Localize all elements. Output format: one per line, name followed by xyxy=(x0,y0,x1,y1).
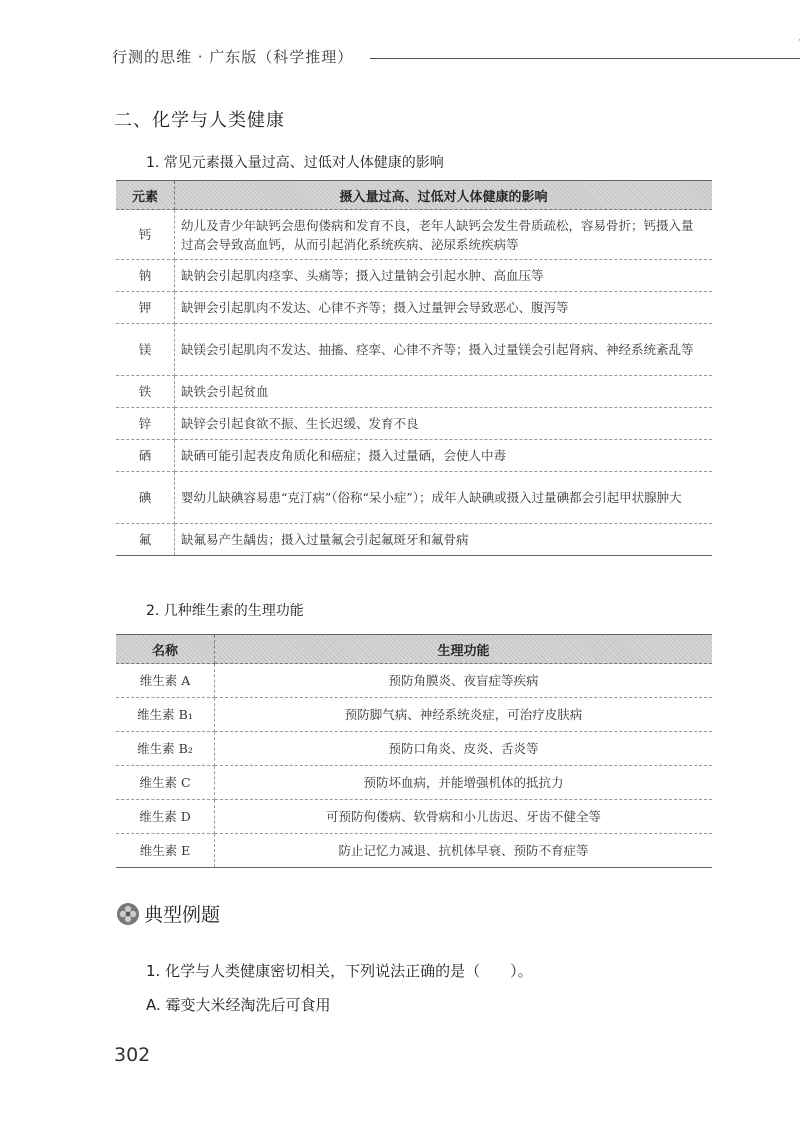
column-header: 元素 xyxy=(116,181,175,210)
vitamin-name-cell: 维生素 D xyxy=(116,800,215,834)
flower-badge-icon xyxy=(116,902,140,926)
question-text: 1. 化学与人类健康密切相关，下列说法正确的是（ ）。 xyxy=(146,962,533,980)
table-row xyxy=(116,472,712,524)
element-intake-table xyxy=(116,180,712,556)
element-cell: 氟 xyxy=(116,524,175,556)
function-cell: 可预防佝偻病、软骨病和小儿齿迟、牙齿不健全等 xyxy=(215,800,713,834)
column-header: 生理功能 xyxy=(215,635,713,664)
effect-cell: 缺锌会引起食欲不振、生长迟缓、发育不良 xyxy=(175,408,713,440)
effect-cell: 婴幼儿缺碘容易患“克汀病”（俗称“呆小症”）；成年人缺碘或摄入过量碘都会引起甲状腺肿大 xyxy=(175,472,713,524)
element-cell: 钾 xyxy=(116,292,175,324)
table-row xyxy=(116,524,712,556)
examples-title: 典型例题 xyxy=(144,904,221,926)
section-title: 二、化学与人类健康 xyxy=(114,110,285,131)
element-cell: 镁 xyxy=(116,324,175,376)
vitamin-name-cell: 维生素 C xyxy=(116,766,215,800)
effect-cell: 缺铁会引起贫血 xyxy=(175,376,713,408)
table-header-row xyxy=(116,181,712,210)
vitamin-function-table xyxy=(116,634,712,868)
page-number: 302 xyxy=(114,1044,151,1066)
effect-cell: 缺钾会引起肌肉不发达、心律不齐等；摄入过量钾会导致恶心、腹泻等 xyxy=(175,292,713,324)
effect-cell: 缺硒可能引起表皮角质化和癌症；摄入过量硒，会使人中毒 xyxy=(175,440,713,472)
function-cell: 预防坏血病，并能增强机体的抵抗力 xyxy=(215,766,713,800)
table-row xyxy=(116,292,712,324)
column-header: 摄入量过高、过低对人体健康的影响 xyxy=(175,181,713,210)
table1-title: 1. 常见元素摄入量过高、过低对人体健康的影响 xyxy=(146,155,444,171)
element-cell: 铁 xyxy=(116,376,175,408)
vitamin-name-cell: 维生素 B₂ xyxy=(116,732,215,766)
table-row xyxy=(116,408,712,440)
vitamin-name-cell: 维生素 B₁ xyxy=(116,698,215,732)
option-a: A. 霉变大米经淘洗后可食用 xyxy=(146,996,331,1014)
function-cell: 预防角膜炎、夜盲症等疾病 xyxy=(215,664,713,698)
effect-cell: 缺氟易产生龋齿；摄入过量氟会引起氟斑牙和氟骨病 xyxy=(175,524,713,556)
effect-cell: 缺钠会引起肌肉痉挛、头痛等；摄入过量钠会引起水肿、高血压等 xyxy=(175,260,713,292)
table-row xyxy=(116,834,712,868)
table-row xyxy=(116,766,712,800)
column-header: 名称 xyxy=(116,635,215,664)
table-row xyxy=(116,324,712,376)
element-cell: 硒 xyxy=(116,440,175,472)
table-header-row xyxy=(116,635,712,664)
table-row xyxy=(116,260,712,292)
table-row xyxy=(116,698,712,732)
vitamin-name-cell: 维生素 E xyxy=(116,834,215,868)
table-row xyxy=(116,376,712,408)
element-cell: 钠 xyxy=(116,260,175,292)
effect-cell: 幼儿及青少年缺钙会患佝偻病和发育不良，老年人缺钙会发生骨质疏松，容易骨折；钙摄入量过高会导致高血钙，从而引起消化系统疾病、泌尿系统疾病等 xyxy=(175,210,713,260)
element-cell: 碘 xyxy=(116,472,175,524)
table-row xyxy=(116,664,712,698)
table2-title: 2. 几种维生素的生理功能 xyxy=(146,603,304,619)
page-header xyxy=(112,46,712,70)
function-cell: 预防口角炎、皮炎、舌炎等 xyxy=(215,732,713,766)
header-rule xyxy=(370,58,800,59)
function-cell: 防止记忆力减退、抗机体早衰、预防不育症等 xyxy=(215,834,713,868)
table-row xyxy=(116,210,712,260)
table-row xyxy=(116,440,712,472)
function-cell: 预防脚气病、神经系统炎症，可治疗皮肤病 xyxy=(215,698,713,732)
table-row xyxy=(116,732,712,766)
effect-cell: 缺镁会引起肌肉不发达、抽搐、痉挛、心律不齐等；摄入过量镁会引起肾病、神经系统紊乱等 xyxy=(175,324,713,376)
element-cell: 钙 xyxy=(116,210,175,260)
vitamin-name-cell: 维生素 A xyxy=(116,664,215,698)
element-cell: 锌 xyxy=(116,408,175,440)
table-row xyxy=(116,800,712,834)
header-title: 行测的思维 · 广东版（科学推理） xyxy=(112,48,354,66)
